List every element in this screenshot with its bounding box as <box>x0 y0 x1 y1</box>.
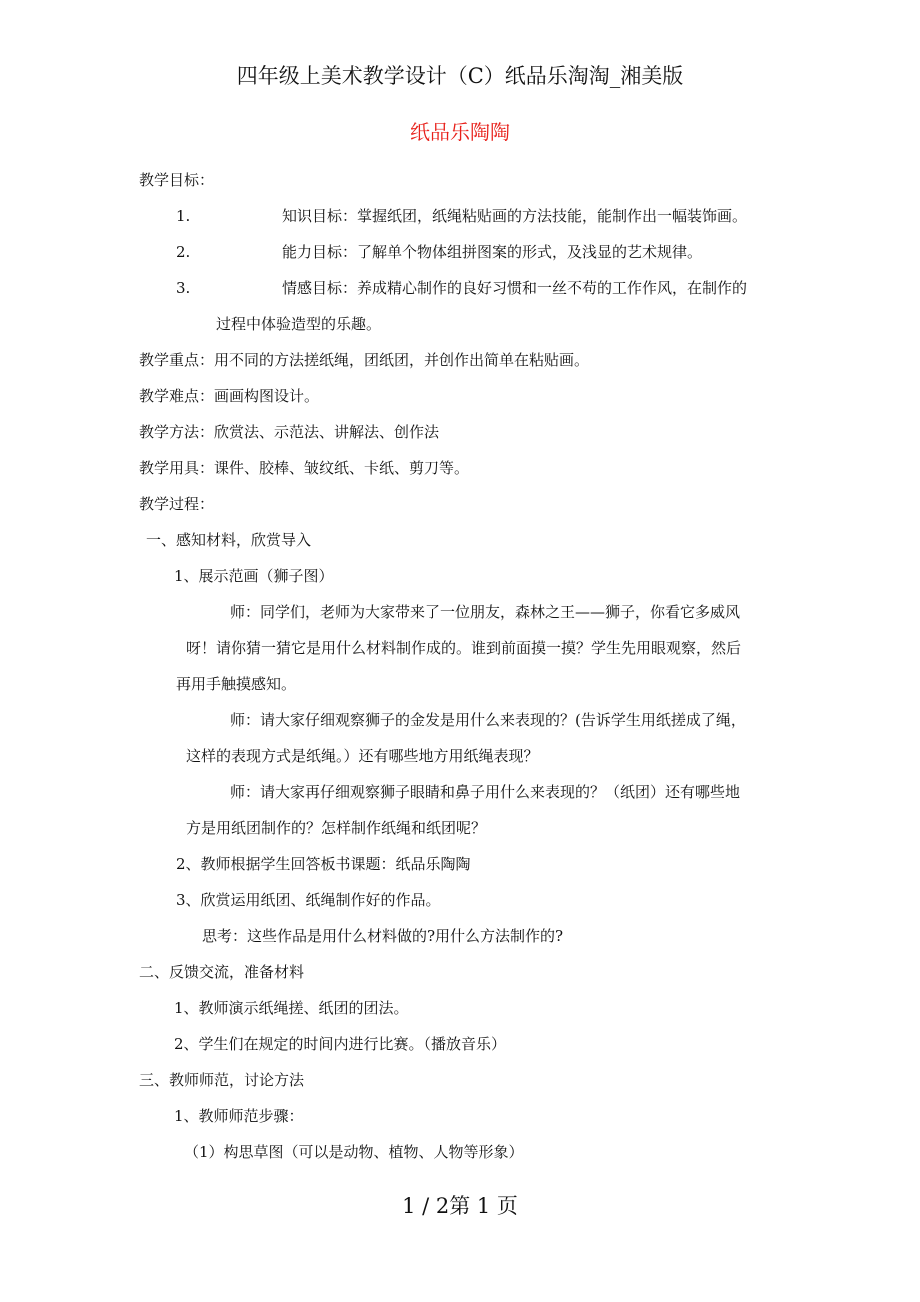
objectives-label: 教学目标： <box>139 171 215 189</box>
think-question: 思考：这些作品是用什么材料做的?用什么方法制作的? <box>202 927 564 945</box>
document-title: 四年级上美术教学设计（C）纸品乐淘淘_湘美版 <box>236 64 684 88</box>
key-point: 教学重点：用不同的方法搓纸绳，团纸团，并创作出简单在粘贴画。 <box>139 351 590 369</box>
objective-number: 3. <box>176 279 191 297</box>
objective-text-continued: 过程中体验造型的乐趣。 <box>216 315 382 333</box>
section-3-item-1: 1、教师师范步骤： <box>174 1107 304 1125</box>
objective-number: 2. <box>176 243 191 261</box>
section-1-item-2: 2、教师根据学生回答板书课题：纸品乐陶陶 <box>176 855 471 873</box>
lesson-subtitle: 纸品乐陶陶 <box>410 120 510 144</box>
section-3-title: 三、教师师范，讨论方法 <box>139 1071 305 1089</box>
section-1-title: 一、感知材料，欣赏导入 <box>146 531 312 549</box>
teaching-tools: 教学用具：课件、胶棒、皱纹纸、卡纸、剪刀等。 <box>139 459 470 477</box>
objective-text: 情感目标：养成精心制作的良好习惯和一丝不苟的工作作风，在制作的 <box>282 279 748 297</box>
section-3-step-1: （1）构思草图（可以是动物、植物、人物等形象） <box>184 1143 524 1161</box>
process-label: 教学过程： <box>139 495 215 513</box>
difficulty: 教学难点：画画构图设计。 <box>139 387 320 405</box>
section-2-item-1: 1、教师演示纸绳搓、纸团的团法。 <box>174 999 409 1017</box>
objective-number: 1. <box>176 207 191 225</box>
page-indicator: 1 / 2第 1 页 <box>402 1194 518 1218</box>
paragraph-line: 师：请大家再仔细观察狮子眼睛和鼻子用什么来表现的？（纸团）还有哪些地 <box>230 783 741 801</box>
paragraph-line: 方是用纸团制作的？怎样制作纸绳和纸团呢？ <box>186 819 487 837</box>
paragraph-line: 师：请大家仔细观察狮子的金发是用什么来表现的？(告诉学生用纸搓成了绳， <box>230 711 746 729</box>
section-2-title: 二、反馈交流，准备材料 <box>139 963 305 981</box>
objective-text: 知识目标：掌握纸团，纸绳粘贴画的方法技能，能制作出一幅装饰画。 <box>282 207 748 225</box>
paragraph-line: 师：同学们，老师为大家带来了一位朋友，森林之王——狮子，你看它多威风 <box>230 603 741 621</box>
section-1-item-1: 1、展示范画（狮子图） <box>174 567 334 585</box>
section-2-item-2: 2、学生们在规定的时间内进行比赛。（播放音乐） <box>174 1035 507 1053</box>
section-1-item-3: 3、欣赏运用纸团、纸绳制作好的作品。 <box>176 891 441 909</box>
teaching-methods: 教学方法：欣赏法、示范法、讲解法、创作法 <box>139 423 440 441</box>
paragraph-line: 呀！请你猜一猜它是用什么材料制作成的。谁到前面摸一摸？学生先用眼观察，然后 <box>186 639 742 657</box>
paragraph-line: 这样的表现方式是纸绳。）还有哪些地方用纸绳表现？ <box>186 747 539 765</box>
objective-text: 能力目标：了解单个物体组拼图案的形式，及浅显的艺术规律。 <box>282 243 703 261</box>
paragraph-line: 再用手触摸感知。 <box>176 675 297 693</box>
